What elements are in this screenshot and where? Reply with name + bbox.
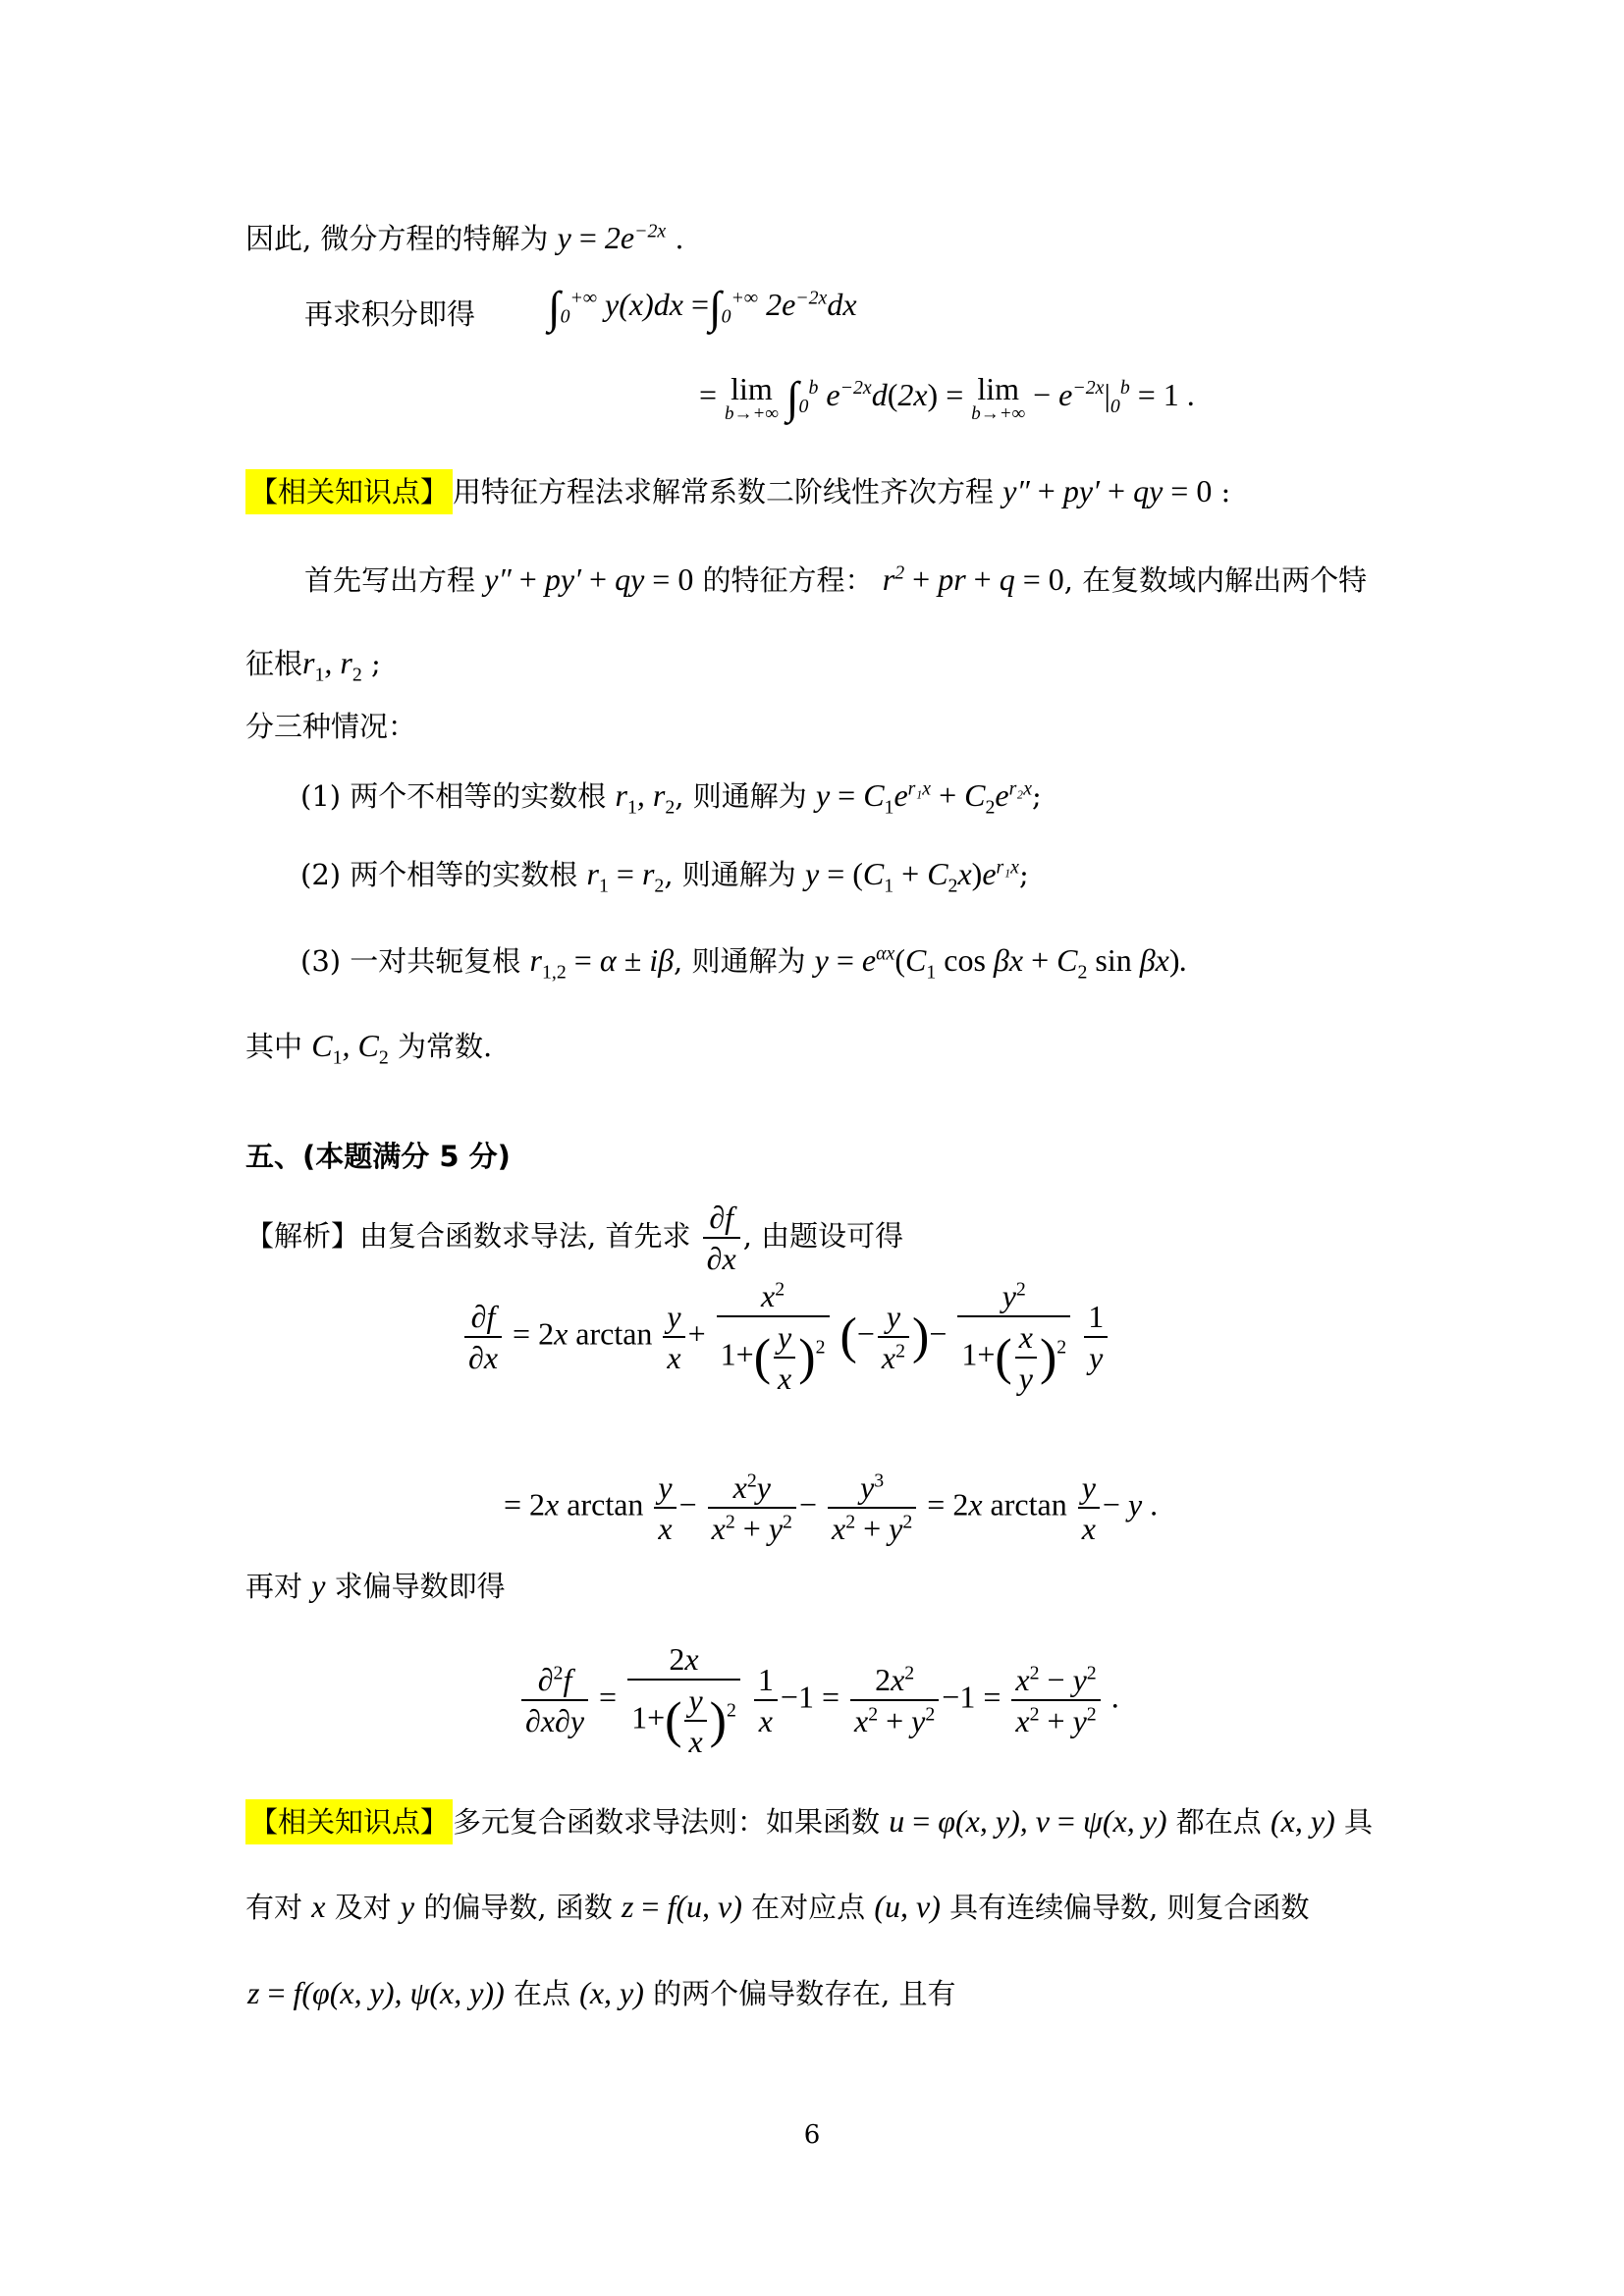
knowledge-point-tag: 【相关知识点】 bbox=[245, 1799, 453, 1844]
text-line-analysis: 【解析】由复合函数求导法, 首先求 $\frac{\partial f}{\partial x}$ , 由题设可得 bbox=[245, 1200, 904, 1276]
text-line-case-3: (3) 一对共轭复根 $r_{1,2} = \alpha \pm i\beta$, 则通解为 $y = e^{\alpha x}(C_1$ $\cos \beta x + C_2$ sin βx). bbox=[300, 942, 1188, 984]
text-line-knowledge-point-1: 【相关知识点】 用特征方程法求解常系数二阶线性齐次方程 y″ + py′ + qy = 0 : bbox=[245, 471, 1230, 511]
text-line-knowledge-point-2: 【相关知识点】 多元复合函数求导法则：如果函数 u = φ(x, y), v = ψ(x, y) 都在点 (x, y) 具 bbox=[245, 1801, 1373, 1842]
formula-partial-fx: $\frac{\partial f}{\partial x}$ = 2x arctan $\frac{y}{x}$ + $x^2$ 1+( $\frac{y}{x}$ )$^2$ (− $\frac{y}{x^2}$ )− $y^2$ 1+( $\frac{x}{y}$ )$^2$ $\frac{1}{y}$ bbox=[461, 1276, 1110, 1398]
formula-second-partial: $\frac{\partial^2f}{\partial x\partial y}$ = 2x 1+( $\frac{y}{x}$ )$^2$ $\frac{1}{x}$ −1 = $\frac{2x^2}{x^2 + y^2}$ −1 = $\frac{x^2 - y^2}{x^2 + y^2}$ . bbox=[518, 1639, 1119, 1761]
text-line-integral: 再求积分即得 bbox=[304, 297, 476, 331]
text-line-case-2: (2) 两个相等的实数根 $r_1 = r_2$, 则通解为 $y = (C_1 + C_2x)e^{r_1x}$; bbox=[300, 856, 1029, 897]
text-line-constants: 其中 $C_1$, $C_2$ 为常数. bbox=[245, 1028, 493, 1069]
text-line-particular-solution: 因此, 微分方程的特解为 $y = 2e^{-2x}$ . bbox=[245, 220, 684, 255]
section-heading-5: 五、(本题满分 5 分) bbox=[245, 1140, 511, 1173]
text-line-char-equation: 首先写出方程 y″ + py′ + qy = 0 的特征方程： $r^2$ + pr + q = 0, 在复数域内解出两个特 bbox=[304, 561, 1368, 597]
text-line-char-roots: 征根$r_1$, $r_2$ ; bbox=[245, 645, 381, 686]
text-line-case-1: (1) 两个不相等的实数根 $r_1$, $r_2$, 则通解为 $y = C_1e^{r_1x} + C_2e^{r_2x}$; bbox=[300, 777, 1042, 819]
text-line-knowledge-point-3: 有对 x 及对 y 的偏导数, 函数 z = f(u, v) 在对应点 (u, v) 具有连续偏导数, 则复合函数 bbox=[245, 1889, 1310, 1924]
formula-integral-1: $\int_0^{+\infty}$ $y(x)dx =\int_0^{+\infty}$ $2e^{-2x}dx$ bbox=[548, 282, 857, 333]
formula-partial-fx-simplified: = 2x arctan $\frac{y}{x}$ − $\frac{x^2y}{x^2 + y^2}$ − $\frac{y^3}{x^2 + y^2}$ = 2x arctan $\frac{y}{x}$ − y . bbox=[504, 1469, 1159, 1546]
formula-integral-2: = lim b→+∞ $\int_0^b$ $e^{-2x}d(2x)$ = lim b→+∞ − $e^{-2x}|_0^b = 1$ . bbox=[699, 371, 1195, 424]
text-line-knowledge-point-4: z = f(φ(x, y), ψ(x, y)) 在点 (x, y) 的两个偏导数存在, 且有 bbox=[247, 1975, 956, 2010]
page-number: 6 bbox=[803, 2120, 821, 2150]
text-line-three-cases: 分三种情况： bbox=[245, 710, 417, 743]
formula-particular-solution: $y = 2e^{-2x}$ bbox=[557, 220, 667, 255]
text-line-partial-y: 再对 y 求偏导数即得 bbox=[245, 1568, 506, 1603]
knowledge-point-tag: 【相关知识点】 bbox=[245, 469, 453, 514]
